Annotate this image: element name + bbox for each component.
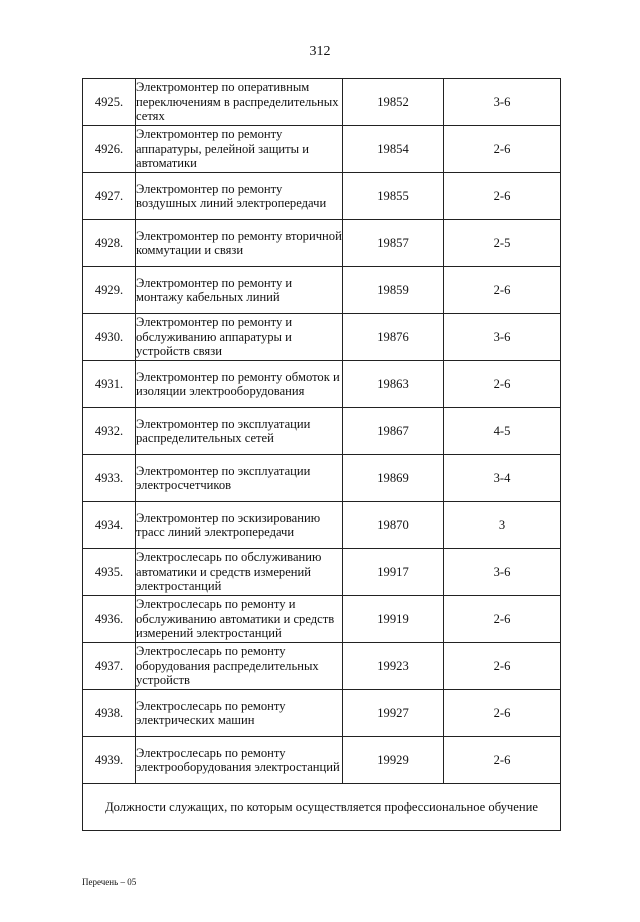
row-number: 4926. xyxy=(83,126,136,173)
occupation-code: 19869 xyxy=(343,455,444,502)
occupation-code: 19857 xyxy=(343,220,444,267)
grade-range: 3 xyxy=(444,502,561,549)
row-number: 4932. xyxy=(83,408,136,455)
occupation-name: Электромонтер по ремонту аппаратуры, релейной защиты и автоматики xyxy=(136,126,343,173)
table-row xyxy=(83,502,561,549)
occupation-name: Электромонтер по ремонту обмоток и изоляции электрооборудования xyxy=(136,361,343,408)
table-row xyxy=(83,455,561,502)
occupation-name: Электрослесарь по обслуживанию автоматики и средств измерений электростанций xyxy=(136,549,343,596)
table-row xyxy=(83,173,561,220)
occupation-name: Электромонтер по эксплуатации электросчетчиков xyxy=(136,455,343,502)
grade-range: 2-6 xyxy=(444,173,561,220)
occupation-code: 19852 xyxy=(343,79,444,126)
occupation-code: 19923 xyxy=(343,643,444,690)
table-row xyxy=(83,737,561,784)
occupation-name: Электромонтер по эксплуатации распределительных сетей xyxy=(136,408,343,455)
table-row xyxy=(83,596,561,643)
occupation-name: Электрослесарь по ремонту и обслуживанию автоматики и средств измерений электростанций xyxy=(136,596,343,643)
occupation-name: Электромонтер по ремонту и монтажу кабельных линий xyxy=(136,267,343,314)
grade-range: 2-6 xyxy=(444,361,561,408)
grade-range: 2-6 xyxy=(444,690,561,737)
row-number: 4934. xyxy=(83,502,136,549)
row-number: 4925. xyxy=(83,79,136,126)
grade-range: 2-5 xyxy=(444,220,561,267)
row-number: 4939. xyxy=(83,737,136,784)
row-number: 4929. xyxy=(83,267,136,314)
row-number: 4938. xyxy=(83,690,136,737)
occupation-code: 19870 xyxy=(343,502,444,549)
occupation-code: 19855 xyxy=(343,173,444,220)
section-heading: Должности служащих, по которым осуществляется профессиональное обучение xyxy=(83,784,561,831)
occupations-table xyxy=(82,78,561,831)
occupation-code: 19867 xyxy=(343,408,444,455)
row-number: 4933. xyxy=(83,455,136,502)
grade-range: 3-6 xyxy=(444,314,561,361)
row-number: 4937. xyxy=(83,643,136,690)
section-heading-row xyxy=(83,784,561,831)
occupation-name: Электрослесарь по ремонту электрических машин xyxy=(136,690,343,737)
grade-range: 2-6 xyxy=(444,126,561,173)
row-number: 4935. xyxy=(83,549,136,596)
table-row xyxy=(83,220,561,267)
occupation-name: Электрослесарь по ремонту оборудования распределительных устройств xyxy=(136,643,343,690)
table-row xyxy=(83,361,561,408)
occupation-name: Электромонтер по ремонту и обслуживанию аппаратуры и устройств связи xyxy=(136,314,343,361)
grade-range: 3-4 xyxy=(444,455,561,502)
occupation-code: 19929 xyxy=(343,737,444,784)
table-row xyxy=(83,126,561,173)
table-row xyxy=(83,314,561,361)
table-row xyxy=(83,267,561,314)
occupation-name: Электрослесарь по ремонту электрооборудования электростанций xyxy=(136,737,343,784)
row-number: 4928. xyxy=(83,220,136,267)
grade-range: 2-6 xyxy=(444,267,561,314)
occupation-name: Электромонтер по оперативным переключениям в распределительных сетях xyxy=(136,79,343,126)
document-footer: Перечень – 05 xyxy=(82,877,137,887)
table-row xyxy=(83,643,561,690)
occupation-name: Электромонтер по ремонту вторичной коммутации и связи xyxy=(136,220,343,267)
grade-range: 2-6 xyxy=(444,737,561,784)
page-number: 312 xyxy=(309,44,331,59)
grade-range: 2-6 xyxy=(444,643,561,690)
occupation-code: 19876 xyxy=(343,314,444,361)
occupation-name: Электромонтер по эскизированию трасс линий электропередачи xyxy=(136,502,343,549)
row-number: 4930. xyxy=(83,314,136,361)
grade-range: 3-6 xyxy=(444,79,561,126)
table-body xyxy=(83,79,561,831)
occupation-code: 19859 xyxy=(343,267,444,314)
occupation-code: 19854 xyxy=(343,126,444,173)
grade-range: 3-6 xyxy=(444,549,561,596)
occupation-code: 19919 xyxy=(343,596,444,643)
grade-range: 4-5 xyxy=(444,408,561,455)
occupation-name: Электромонтер по ремонту воздушных линий электропередачи xyxy=(136,173,343,220)
occupation-code: 19863 xyxy=(343,361,444,408)
occupation-code: 19917 xyxy=(343,549,444,596)
occupation-code: 19927 xyxy=(343,690,444,737)
row-number: 4931. xyxy=(83,361,136,408)
row-number: 4927. xyxy=(83,173,136,220)
grade-range: 2-6 xyxy=(444,596,561,643)
row-number: 4936. xyxy=(83,596,136,643)
table-row xyxy=(83,79,561,126)
table-row xyxy=(83,690,561,737)
table-row xyxy=(83,549,561,596)
table-row xyxy=(83,408,561,455)
